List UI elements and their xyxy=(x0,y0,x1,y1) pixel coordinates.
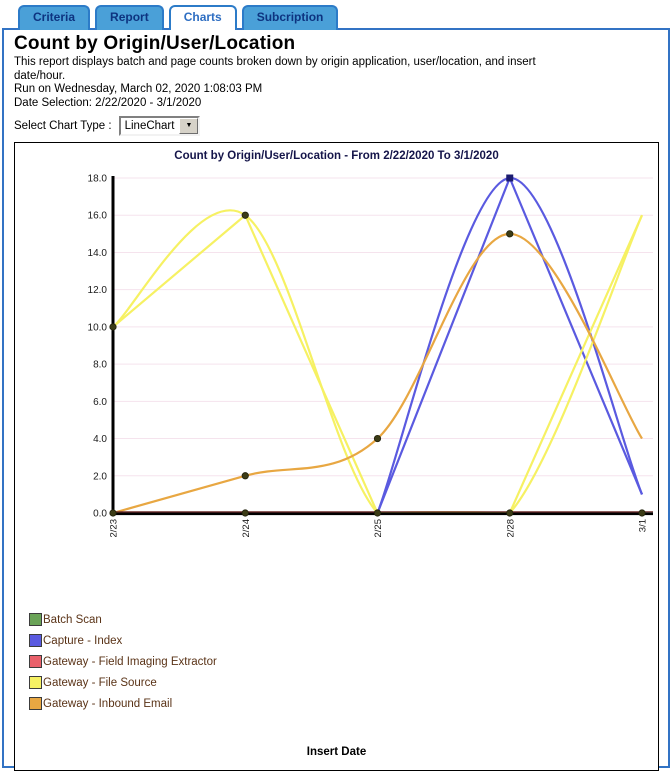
legend-color-swatch-icon xyxy=(29,634,42,647)
legend-item xyxy=(29,609,217,630)
svg-text:4.0: 4.0 xyxy=(93,434,107,446)
legend-item xyxy=(29,672,217,693)
chevron-down-icon[interactable]: ▼ xyxy=(179,118,198,134)
run-timestamp: Run on Wednesday, March 02, 2020 1:08:03 PM xyxy=(14,83,263,95)
svg-text:6.0: 6.0 xyxy=(93,396,107,408)
chart-type-row xyxy=(14,115,668,136)
svg-text:14.0: 14.0 xyxy=(87,247,107,259)
svg-text:12.0: 12.0 xyxy=(87,285,107,297)
svg-text:2/23: 2/23 xyxy=(108,519,120,538)
tab-criteria[interactable]: Criteria xyxy=(18,5,90,30)
svg-text:18.0: 18.0 xyxy=(87,173,107,185)
legend-color-swatch-icon xyxy=(29,655,42,668)
legend-color-swatch-icon xyxy=(29,697,42,710)
chart-area xyxy=(14,142,659,771)
line-chart xyxy=(15,143,660,573)
report-description-line2: date/hour. xyxy=(14,69,66,82)
svg-text:8.0: 8.0 xyxy=(93,359,107,371)
tab-charts[interactable]: Charts xyxy=(169,5,237,30)
legend-item xyxy=(29,651,217,672)
legend-label: Gateway - Inbound Email xyxy=(43,697,173,710)
legend-label: Batch Scan xyxy=(43,613,102,626)
svg-text:16.0: 16.0 xyxy=(87,210,107,222)
chart-type-selected-value: LineChart xyxy=(124,119,175,132)
chart-type-label: Select Chart Type : xyxy=(14,119,112,132)
legend-label: Capture - Index xyxy=(43,634,123,647)
tab-bar xyxy=(0,0,672,28)
tab-subcription[interactable]: Subcription xyxy=(242,5,339,30)
legend-label: Gateway - File Source xyxy=(43,676,157,689)
chart-type-select[interactable] xyxy=(119,116,201,136)
date-selection: Date Selection: 2/22/2020 - 3/1/2020 xyxy=(14,96,202,109)
legend-item xyxy=(29,630,217,651)
svg-text:3/1: 3/1 xyxy=(637,519,649,533)
svg-text:2/24: 2/24 xyxy=(240,519,252,538)
legend-color-swatch-icon xyxy=(29,613,42,626)
svg-text:2/25: 2/25 xyxy=(373,519,384,538)
legend-color-swatch-icon xyxy=(29,676,42,689)
svg-text:10.0: 10.0 xyxy=(87,322,107,334)
svg-text:2.0: 2.0 xyxy=(93,471,107,483)
report-description-line1: This report displays batch and page counts broken down by origin application, user/location, and insert xyxy=(14,56,536,68)
legend-item xyxy=(29,693,217,714)
chart-legend xyxy=(29,609,217,714)
tab-report[interactable]: Report xyxy=(95,5,164,30)
page-title: Count by Origin/User/Location xyxy=(14,33,296,54)
svg-text:2/28: 2/28 xyxy=(505,519,517,538)
chart-title: Count by Origin/User/Location - From 2/22/2020 To 3/1/2020 xyxy=(174,150,499,162)
x-axis-title: Insert Date xyxy=(306,746,367,758)
svg-text:0.0: 0.0 xyxy=(93,508,107,520)
report-panel xyxy=(2,28,670,768)
legend-label: Gateway - Field Imaging Extractor xyxy=(43,655,217,668)
